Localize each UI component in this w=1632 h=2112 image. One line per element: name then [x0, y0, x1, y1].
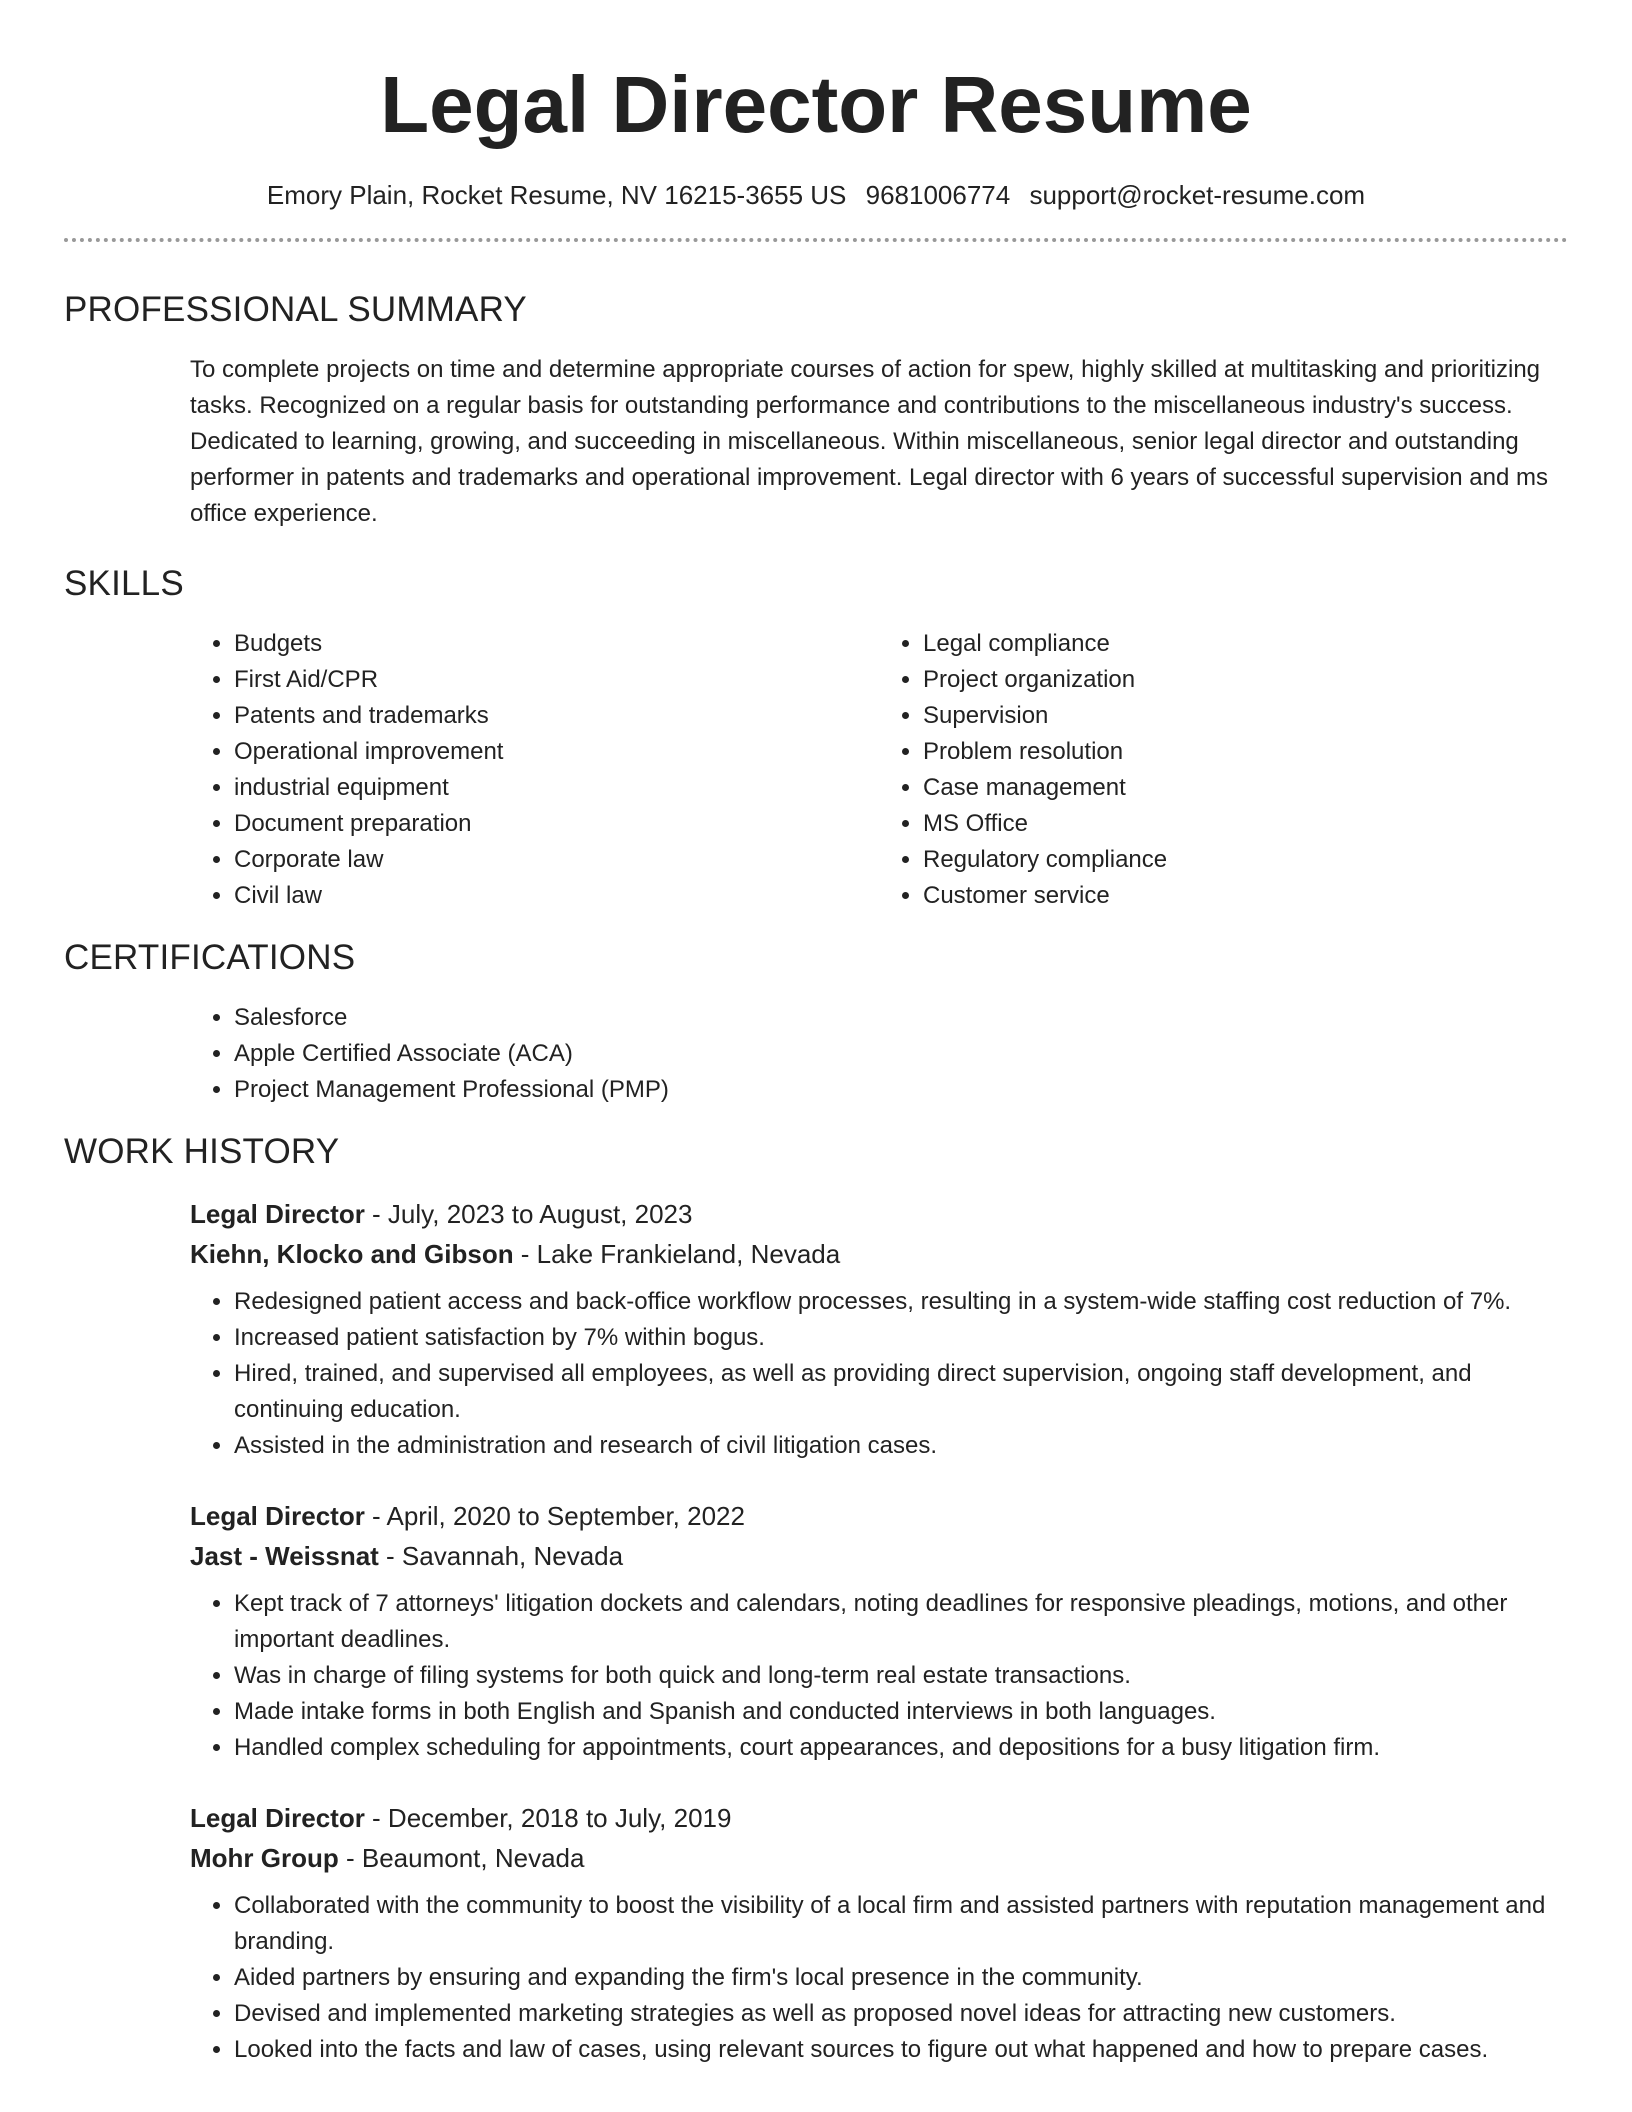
job-duty-item: • Made intake forms in both English and Spanish and conducted interviews in both languages. [234, 1694, 1568, 1730]
job-duty-item: • Redesigned patient access and back-office workflow processes, resulting in a system-wide staffing cost reduction of 7%. [234, 1284, 1568, 1320]
skill-item: • Customer service [923, 878, 1568, 914]
contact-phone: 9681006774 [865, 180, 1011, 210]
job-duty-item: • Aided partners by ensuring and expanding the firm's local presence in the community. [234, 1960, 1568, 1996]
skill-item: • MS Office [923, 806, 1568, 842]
certification-item: • Project Management Professional (PMP) [234, 1072, 1568, 1108]
job-title-line [190, 1496, 1568, 1536]
job-duty-item: • Was in charge of filing systems for both quick and long-term real estate transactions. [234, 1658, 1568, 1694]
certification-item: • Apple Certified Associate (ACA) [234, 1036, 1568, 1072]
skill-item: • Problem resolution [923, 734, 1568, 770]
skill-item: • Corporate law [234, 842, 879, 878]
job-entry [190, 1798, 1568, 2068]
certifications-list [190, 1000, 1568, 1108]
skill-item: • Legal compliance [923, 626, 1568, 662]
skill-item: • Document preparation [234, 806, 879, 842]
certifications-heading: CERTIFICATIONS [64, 938, 356, 977]
job-duties [190, 1888, 1568, 2068]
skill-item: • Budgets [234, 626, 879, 662]
header-divider [64, 238, 1568, 242]
job-duty-item: • Assisted in the administration and research of civil litigation cases. [234, 1428, 1568, 1464]
skill-item: • Regulatory compliance [923, 842, 1568, 878]
skills-heading: SKILLS [64, 564, 184, 603]
job-title-line [190, 1194, 1568, 1234]
summary-text: To complete projects on time and determine appropriate courses of action for spew, highly skilled at multitasking and prioritizing tasks. Recognized on a regular basis for outstanding performance and contributions to the miscellaneous industry's success. Dedicated to learning, growing, and succeeding in miscellaneous. Within miscellaneous, senior legal director and outstanding performer in patents and trademarks and operational improvement. Legal director with 6 years of successful supervision and ms office experience. [190, 356, 1549, 527]
skills-column-left [190, 626, 879, 914]
work-history-heading: WORK HISTORY [64, 1132, 340, 1171]
contact-info [64, 178, 1568, 212]
job-duty-item: • Devised and implemented marketing strategies as well as proposed novel ideas for attracting new customers. [234, 1996, 1568, 2032]
certification-item: • Salesforce [234, 1000, 1568, 1036]
skill-item: • Case management [923, 770, 1568, 806]
job-company-line [190, 1234, 1568, 1274]
job-title: Legal Director [190, 1803, 365, 1833]
job-location: - Lake Frankieland, Nevada [513, 1239, 841, 1269]
job-dates: - July, 2023 to August, 2023 [364, 1199, 693, 1229]
skill-item: • Project organization [923, 662, 1568, 698]
job-company-line [190, 1536, 1568, 1576]
summary-heading: PROFESSIONAL SUMMARY [64, 290, 527, 329]
job-duty-item: • Looked into the facts and law of cases, using relevant sources to figure out what happened and how to prepare cases. [234, 2032, 1568, 2068]
job-duty-item: • Collaborated with the community to boost the visibility of a local firm and assisted partners with reputation management and branding. [234, 1888, 1568, 1960]
contact-email: support@rocket-resume.com [1029, 180, 1366, 210]
job-title: Legal Director [190, 1501, 365, 1531]
job-dates: - April, 2020 to September, 2022 [364, 1501, 745, 1531]
job-company: Jast - Weissnat [190, 1541, 379, 1571]
skill-item: • Supervision [923, 698, 1568, 734]
skill-item: • Civil law [234, 878, 879, 914]
job-duty-item: • Handled complex scheduling for appointments, court appearances, and depositions for a busy litigation firm. [234, 1730, 1568, 1766]
job-dates: - December, 2018 to July, 2019 [364, 1803, 732, 1833]
skills-column-right [879, 626, 1568, 914]
skill-item: • Operational improvement [234, 734, 879, 770]
job-entry [190, 1194, 1568, 1464]
skills-list [190, 626, 1568, 914]
job-location: - Beaumont, Nevada [338, 1843, 585, 1873]
job-company-line [190, 1838, 1568, 1878]
skill-item: • First Aid/CPR [234, 662, 879, 698]
job-duties [190, 1586, 1568, 1766]
job-title-line [190, 1798, 1568, 1838]
skill-item: • industrial equipment [234, 770, 879, 806]
job-duty-item: • Kept track of 7 attorneys' litigation dockets and calendars, noting deadlines for responsive pleadings, motions, and other important deadlines. [234, 1586, 1568, 1658]
resume-page [64, 0, 1568, 2068]
job-title: Legal Director [190, 1199, 365, 1229]
contact-address: Emory Plain, Rocket Resume, NV 16215-3655 US [266, 180, 847, 210]
skill-item: • Patents and trademarks [234, 698, 879, 734]
job-location: - Savannah, Nevada [378, 1541, 624, 1571]
resume-title: Legal Director Resume [380, 60, 1252, 149]
job-entry [190, 1496, 1568, 1766]
job-duties [190, 1284, 1568, 1464]
job-duty-item: • Increased patient satisfaction by 7% within bogus. [234, 1320, 1568, 1356]
job-company: Kiehn, Klocko and Gibson [190, 1239, 514, 1269]
job-company: Mohr Group [190, 1843, 339, 1873]
job-duty-item: • Hired, trained, and supervised all employees, as well as providing direct supervision, ongoing staff development, and continuing education. [234, 1356, 1568, 1428]
